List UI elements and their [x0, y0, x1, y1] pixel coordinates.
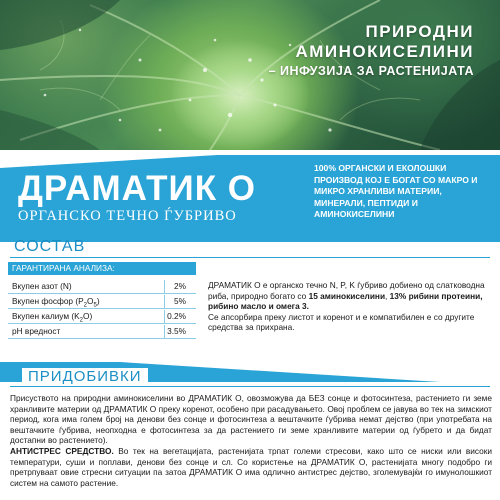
composition-row-separator: [164, 310, 165, 323]
composition-row-name: Вкупен азот (N): [12, 281, 72, 291]
product-name: ДРАМАТИК О: [18, 169, 257, 208]
product-description: 100% ОРГАНСКИ И ЕКОЛОШКИ ПРОИЗВОД КОЈ Е БОГАТ СО МАКРО И МИКРО ХРАНЛИВИ МАТЕРИИ, МИНЕРАЛИ, ПЕПТИДИ И АМИНОКИСЕЛИНИ: [314, 163, 478, 219]
composition-row-separator: [164, 295, 165, 308]
composition-row-value: 3.5%: [167, 326, 186, 336]
composition-title: СОСТАВ: [14, 238, 86, 255]
benefits-paragraph-2: Во тек на вегетацијата, растенијата трпат големи стресови, како што се ниски или високи температури, суши и поплави, денови без сонце и сл. Со користење на ДРАМАТИК О, растенијата многу подобро ги претрпуваат овие стресни ситуации па затоа ДРАМАТИК О има одлично антистрес дејство, зголемувајќи го имунолошкиот систем на самото растение.: [10, 445, 492, 488]
composition-divider: [10, 257, 490, 258]
hero-headline: [269, 22, 474, 80]
benefits-paragraph-1: Присуството на природни аминокиселини во ДРАМАТИК О, овозможува да БЕЗ сонце и фотосинтеза, растението ги земе хранливите материи од ДРАМАТИК О преку коренот, особено при расадувањето. Овој проблем се јавува во тек на зимскиот период, кога има голем број на денови без сонце и фотосинтеза а вештачките ѓубрива немат дејство (при употребата на вештачките ѓубрива, неопходна е фотосинтеза за да растението ги земе хранливите материи од ѓубрето и да бидат достапни во растението).: [10, 393, 492, 446]
composition-row-name: pH вредност: [12, 326, 61, 336]
benefits-antistress-heading: АНТИСТРЕС СРЕДСТВО.: [10, 445, 114, 456]
composition-row-value: 5%: [174, 296, 186, 306]
composition-row-value: 0.2%: [167, 311, 186, 321]
hero-headline-line3: – ИНФУЗИЈА ЗА РАСТЕНИЈАТА: [268, 64, 474, 78]
benefits-title: ПРИДОБИВКИ: [22, 368, 148, 385]
composition-row-ph: [8, 325, 196, 339]
composition-row-separator: [164, 280, 165, 293]
benefits-text: [10, 393, 492, 488]
composition-row-name: Вкупен калиум $(K_2O)$: [12, 311, 93, 324]
composition-row-nitrogen: [8, 280, 196, 294]
composition-row-potassium: [8, 310, 196, 324]
product-subtitle: ОРГАНСКО ТЕЧНО ЃУБРИВО: [18, 208, 237, 224]
composition-description: ДРАМАТИК О е органско течно N, P, K ѓубриво добиено од слатководна риба, природно богато со 15 аминокиселини, 13% рибини протеини, рибино масло и омега 3. Се апсорбира преку листот и коренот и е компатибилен е со другите средства за прихрана.: [208, 280, 485, 332]
hero-headline-line1: ПРИРОДНИ: [365, 22, 474, 41]
composition-row-separator: [164, 325, 165, 338]
hero-cabbage-photo: [0, 0, 500, 150]
benefits-divider: [10, 386, 490, 387]
composition-row-name: Вкупен фосфор $(P_2O_5)$: [12, 296, 100, 309]
guaranteed-analysis-label: ГАРАНТИРАНА АНАЛИЗА:: [12, 263, 115, 273]
composition-row-phosphorus: [8, 295, 196, 309]
hero-headline-line2: АМИНОКИСЕЛИНИ: [295, 42, 474, 61]
composition-row-value: 2%: [174, 281, 186, 291]
